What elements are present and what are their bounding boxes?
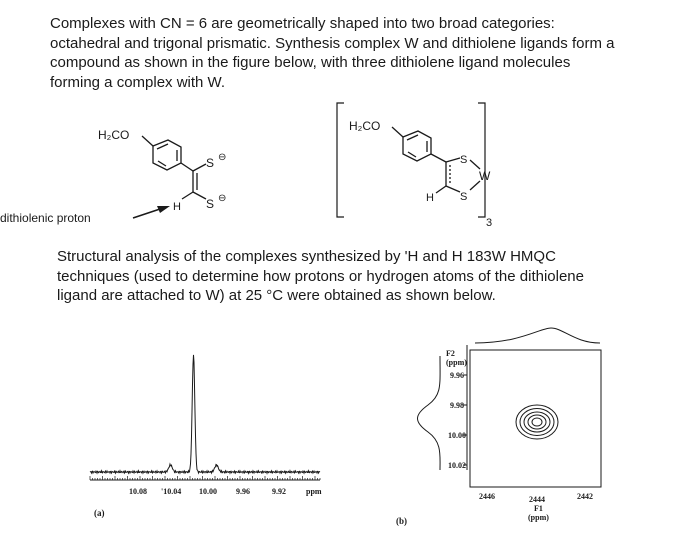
- x-tick-label: 9.92: [272, 487, 286, 496]
- ligand-charge-icon: ⊖: [218, 193, 227, 204]
- x-tick-label: 2444: [529, 495, 545, 504]
- ligand-structure: [142, 136, 206, 199]
- intro-line: Complexes with CN = 6 are geometrically shaped into two broad categories:: [50, 15, 555, 32]
- f1-unit-label: (ppm): [528, 513, 549, 522]
- intro-line: compound as shown in the figure below, with three dithiolene ligand molecules: [50, 54, 571, 71]
- complex-sulfur-bottom: S: [460, 191, 468, 203]
- x-tick-label: '10.04: [161, 487, 182, 496]
- ligand-methoxy-label: H₂CO: [98, 128, 130, 142]
- ligand-sulfur-bottom: S: [206, 197, 215, 211]
- ligand-hydrogen-label: H: [173, 201, 181, 213]
- spectrum-a: [90, 355, 322, 518]
- y-tick-label: 10.02: [448, 461, 466, 470]
- spectrum-a-trace: [90, 355, 320, 473]
- cross-peak-contours: [516, 405, 558, 439]
- intro-line: forming a complex with W.: [50, 73, 226, 91]
- analysis-paragraph: [57, 247, 584, 306]
- y-tick-label: 9.98: [450, 401, 464, 410]
- f2-axis-label: F2: [446, 349, 455, 358]
- panel-label-a: (a): [94, 508, 105, 518]
- intro-line: octahedral and trigonal prismatic. Synthesis complex W and dithiolene ligands form a: [50, 34, 615, 52]
- y-tick-label: 10.00: [448, 431, 466, 440]
- panel-label-b: (b): [396, 516, 407, 526]
- complex-subscript: 3: [486, 217, 493, 229]
- dithiolenic-proton-label: dithiolenic proton: [0, 211, 91, 225]
- f1-projection-trace: [475, 328, 600, 343]
- f2-projection-trace: [418, 356, 441, 470]
- complex-methoxy-label: H₂CO: [349, 119, 381, 133]
- complex-metal-label: W: [479, 169, 491, 183]
- ligand-charge-icon: ⊖: [218, 152, 227, 163]
- ligand-sulfur-top: S: [206, 156, 215, 170]
- x-tick-label: 10.00: [199, 487, 217, 496]
- arrow-icon: [133, 206, 170, 218]
- analysis-line: ligand are attached to W) at 25 °C were obtained as shown below.: [57, 287, 496, 304]
- complex-hydrogen-label: H: [426, 192, 434, 204]
- spectrum-b: [396, 328, 601, 526]
- x-tick-label: 2446: [479, 492, 495, 501]
- x-tick-label: 2442: [577, 492, 593, 501]
- f1-axis-label: F1: [534, 504, 543, 513]
- x-unit-label: ppm: [306, 487, 322, 496]
- x-tick-label: 10.08: [129, 487, 147, 496]
- analysis-line: Structural analysis of the complexes synthesized by 'H and H 183W HMQC: [57, 248, 556, 265]
- y-tick-label: 9.96: [450, 371, 464, 380]
- complex-sulfur-top: S: [460, 154, 468, 166]
- spectrum-a-ticks: [90, 476, 320, 480]
- analysis-line: techniques (used to determine how protons or hydrogen atoms of the dithiolene: [57, 267, 584, 285]
- f2-unit-label: (ppm): [446, 358, 467, 367]
- x-tick-label: 9.96: [236, 487, 250, 496]
